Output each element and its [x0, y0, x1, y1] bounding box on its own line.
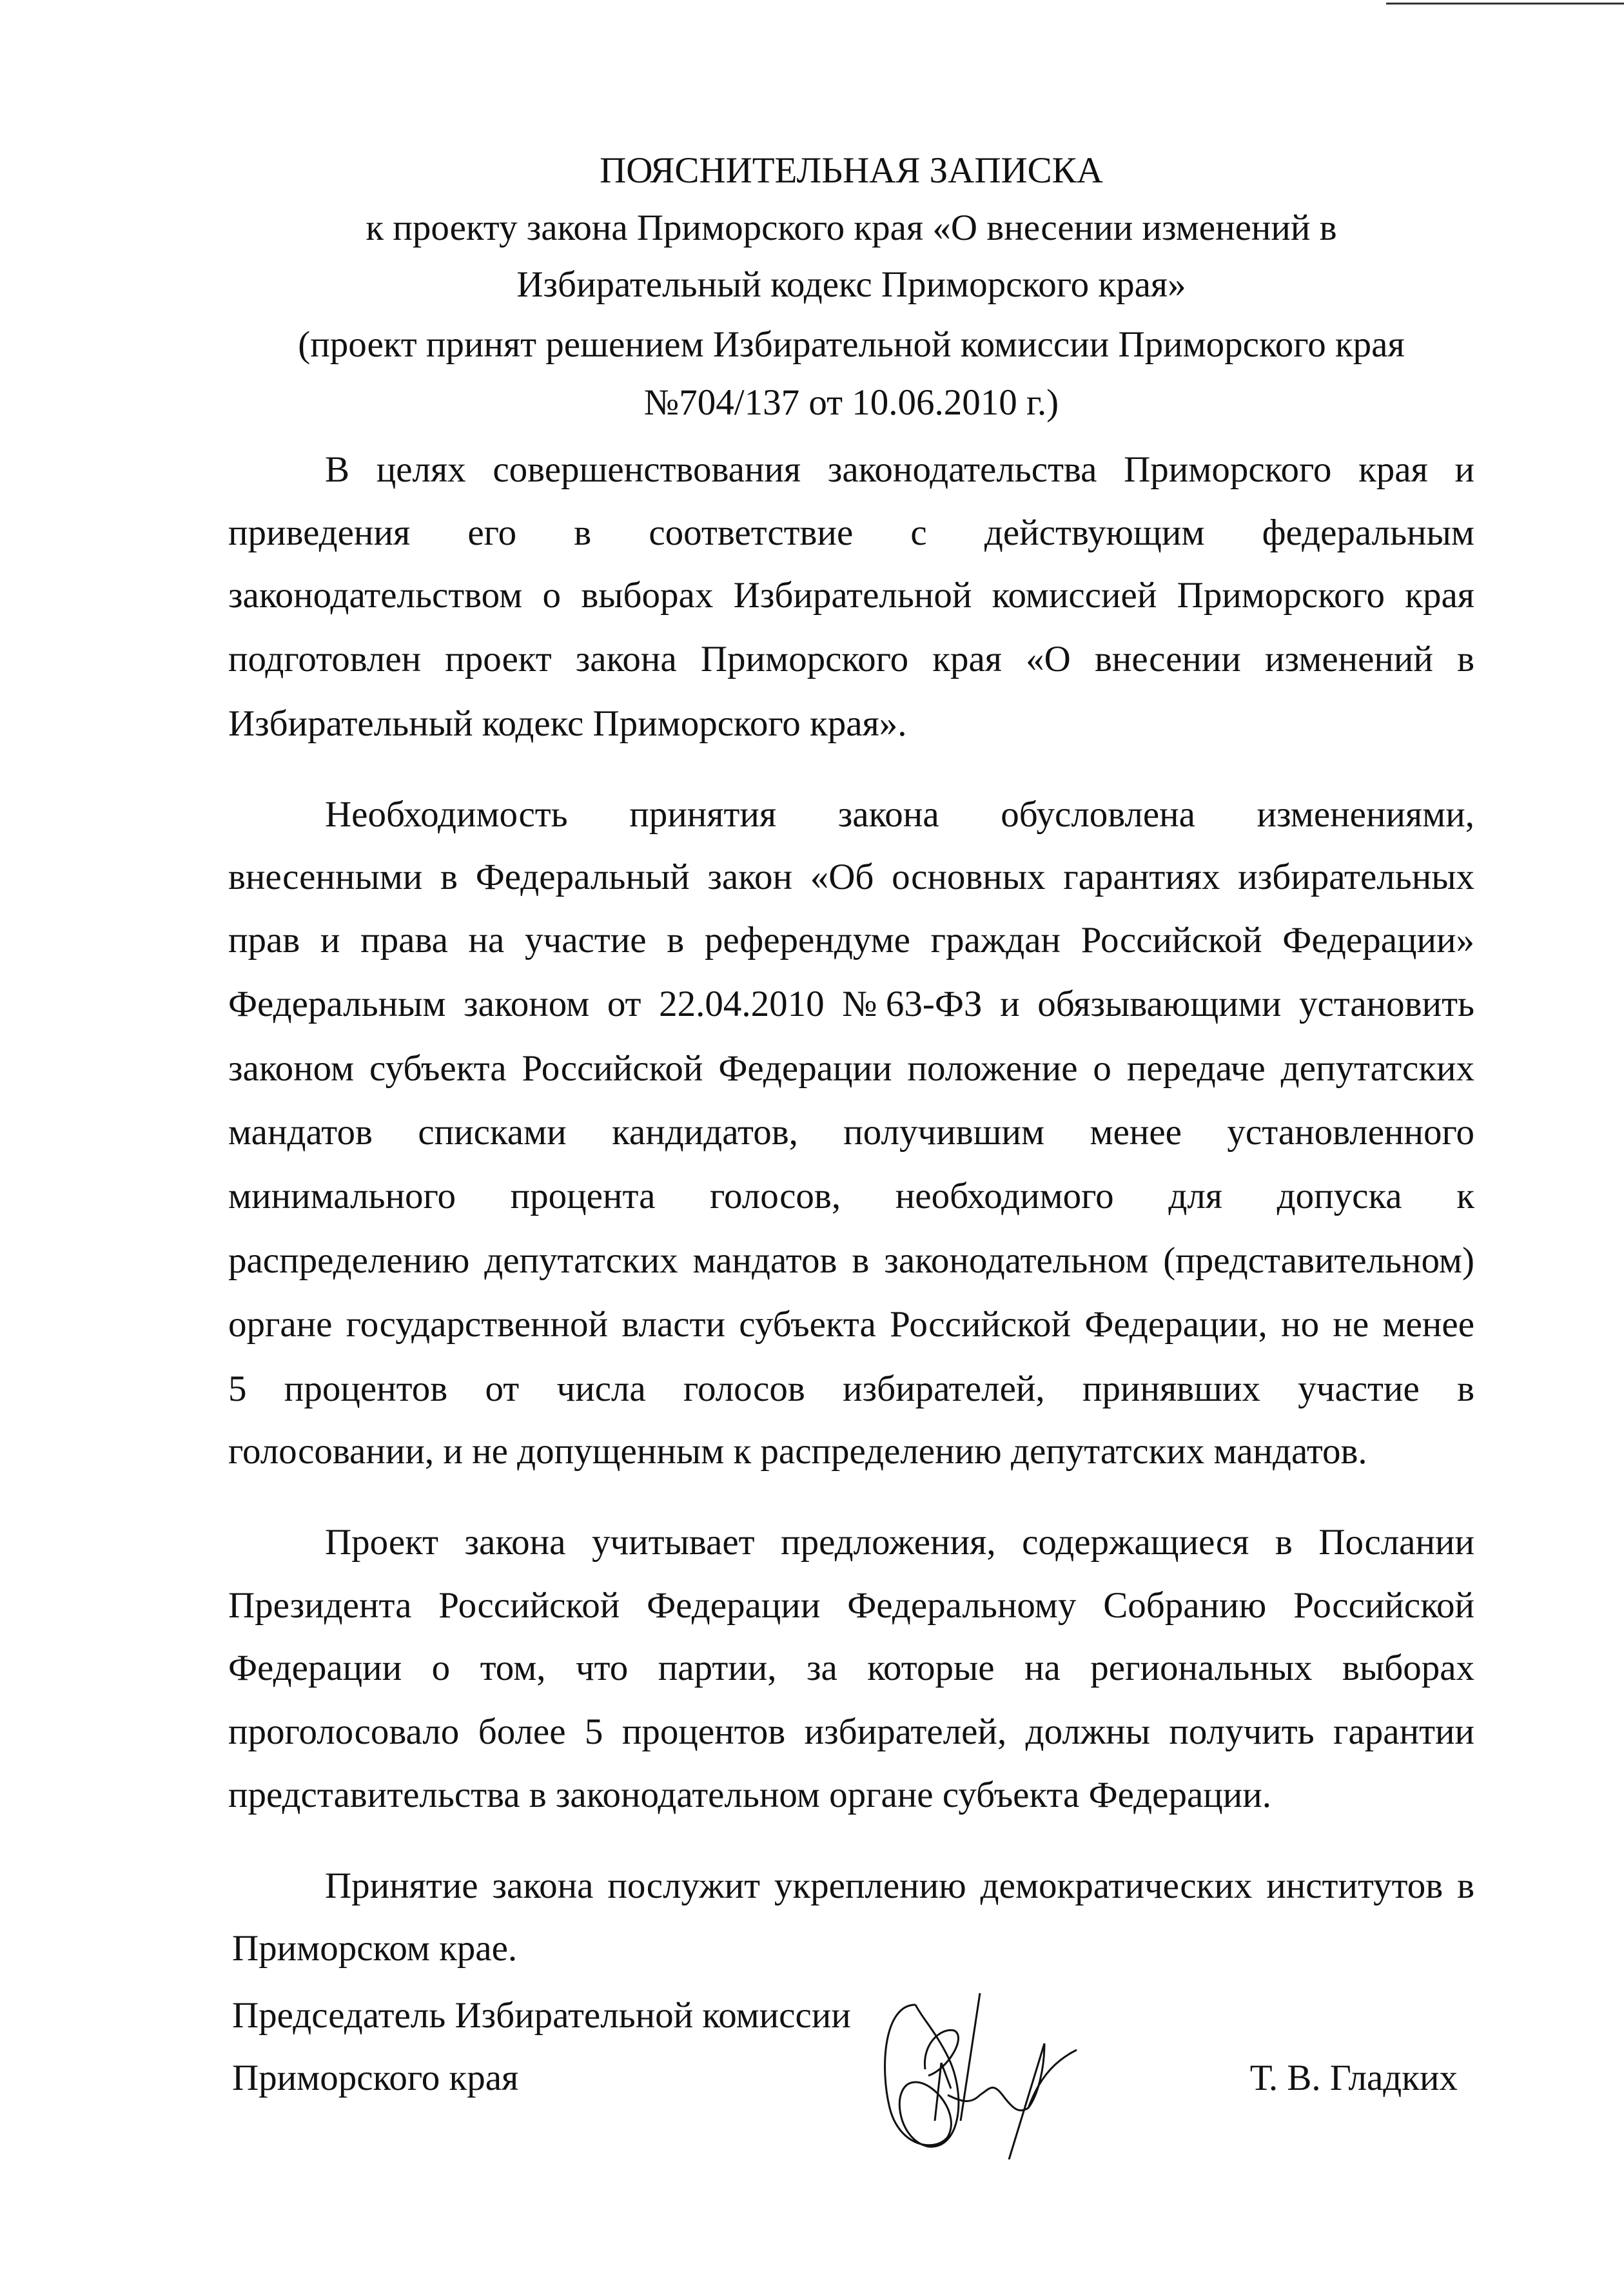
paragraph-line: внесенными в Федеральный закон «Об основных гарантиях избирательных	[228, 857, 1474, 897]
paragraph-line: мандатов списками кандидатов, получившим менее установленного	[228, 1112, 1474, 1153]
paragraph-line: представительства в законодательном органе субъекта Федерации.	[228, 1775, 1272, 1815]
paragraph-line: Приморском крае.	[232, 1928, 518, 1969]
paragraph-line: подготовлен проект закона Приморского края «О внесении изменений в	[228, 639, 1474, 679]
scan-edge-line	[1386, 3, 1624, 5]
paragraph-line: Федеральным законом от 22.04.2010 №63-ФЗ и обязывающими установить	[228, 984, 1474, 1024]
handwritten-signature	[877, 1992, 1154, 2159]
paragraph-line: 5 процентов от числа голосов избирателей, принявших участие в	[228, 1369, 1474, 1409]
paragraph-line: распределению депутатских мандатов в законодательном (представительном)	[228, 1240, 1474, 1281]
paragraph-line: проголосовало более 5 процентов избирателей, должны получить гарантии	[228, 1711, 1474, 1752]
paragraph-line: приведения его в соответствие с действующим федеральным	[228, 512, 1474, 553]
paragraph-line: Проект закона учитывает предложения, содержащиеся в Послании	[325, 1522, 1474, 1563]
paragraph-line: прав и права на участие в референдуме граждан Российской Федерации»	[228, 920, 1474, 960]
paragraph-line: Федерации о том, что партии, за которые на региональных выборах	[228, 1648, 1474, 1688]
paragraph-line: органе государственной власти субъекта Российской Федерации, но не менее	[228, 1304, 1474, 1345]
paragraph-line: Избирательный кодекс Приморского края».	[228, 703, 907, 744]
paragraph-line: голосовании, и не допущенным к распределению депутатских мандатов.	[228, 1431, 1367, 1472]
signatory-position: Председатель Избирательной комиссии	[232, 1995, 851, 2036]
paragraph-line: В целях совершенствования законодательства Приморского края и	[325, 449, 1474, 490]
subtitle-line: №704/137 от 10.06.2010 г.)	[643, 382, 1059, 423]
paragraph-line: законодательством о выборах Избирательной комиссией Приморского края	[228, 575, 1474, 616]
paragraph-line: законом субъекта Российской Федерации положение о передаче депутатских	[228, 1048, 1474, 1089]
paragraph-line: Необходимость принятия закона обусловлена изменениями,	[325, 794, 1474, 835]
subtitle-line: к проекту закона Приморского края «О внесении изменений в	[366, 208, 1337, 248]
signatory-name: Т. В. Гладких	[1249, 2058, 1458, 2098]
subtitle-line: (проект принят решением Избирательной комиссии Приморского края	[298, 324, 1405, 365]
paragraph-line: Президента Российской Федерации Федеральному Собранию Российской	[228, 1585, 1474, 1626]
paragraph-line: Принятие закона послужит укреплению демократических институтов в	[325, 1866, 1474, 1906]
signatory-position: Приморского края	[232, 2058, 519, 2098]
document-title: ПОЯСНИТЕЛЬНАЯ ЗАПИСКА	[600, 150, 1103, 191]
subtitle-line: Избирательный кодекс Приморского края»	[516, 264, 1186, 305]
paragraph-line: минимального процента голосов, необходимого для допуска к	[228, 1176, 1474, 1216]
